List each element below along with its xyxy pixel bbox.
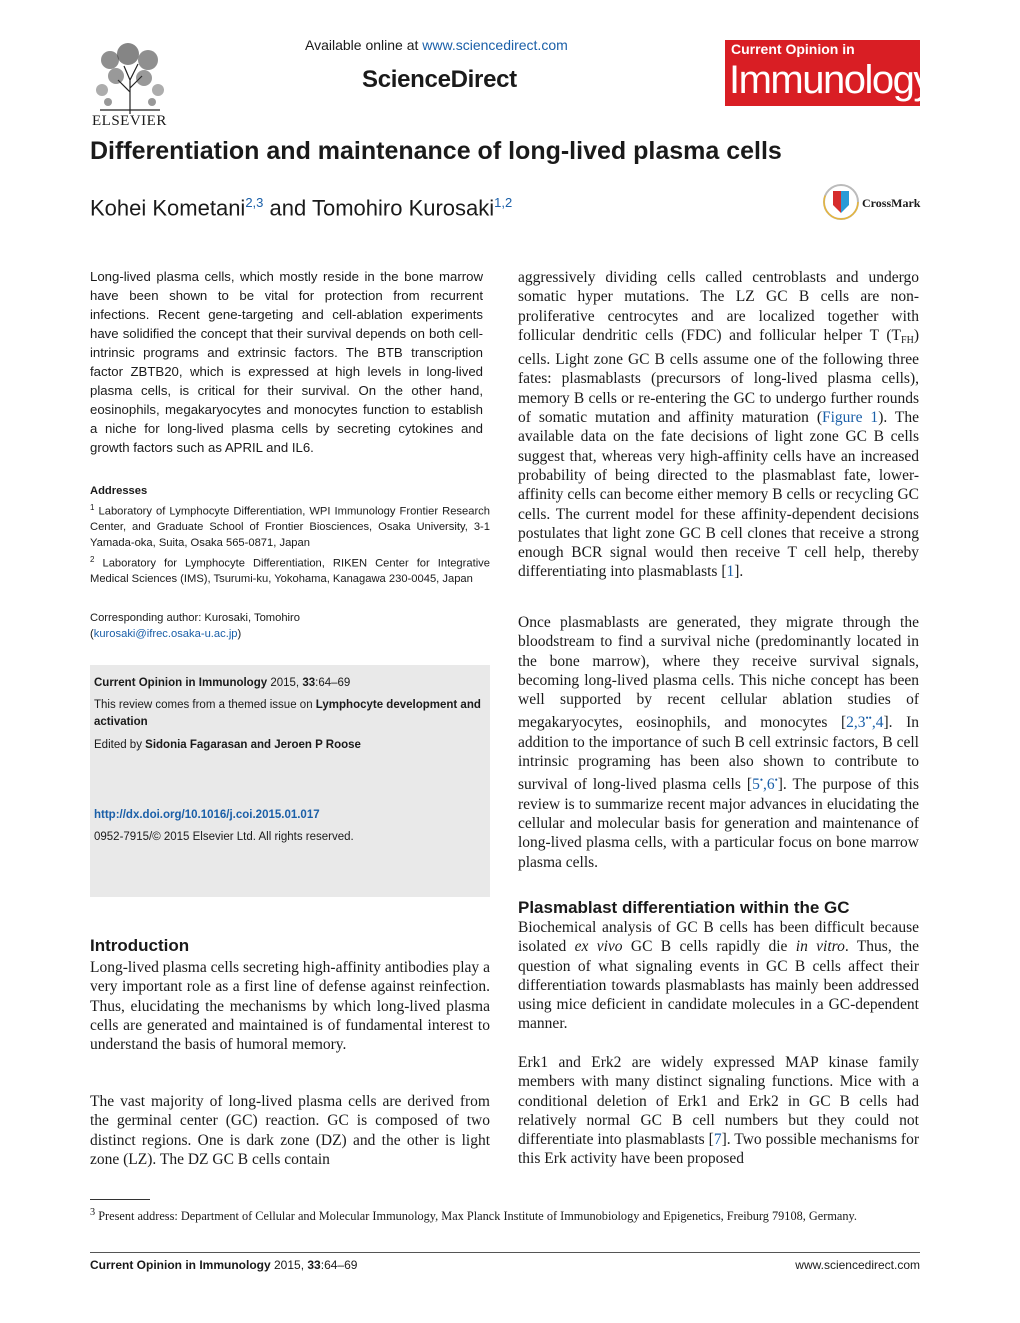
sciencedirect-link[interactable]: www.sciencedirect.com — [422, 37, 568, 53]
author-list — [90, 195, 512, 221]
infobox-journal: Current Opinion in Immunology — [94, 677, 268, 689]
body-paragraph — [518, 918, 919, 1034]
address-text: Laboratory of Lymphocyte Differentiation, WPI Immunology Frontier Research Center, and Graduate School of Frontier Biosciences, Osaka University, 3-1 Yamada-oka, Suita, Osaka 565-0871, Japan — [90, 505, 491, 550]
author-affiliation-ref[interactable]: 2,3 — [245, 195, 264, 210]
citation-link[interactable]: 1 — [726, 563, 735, 581]
addresses-block — [90, 484, 490, 588]
text-run: ]. — [734, 563, 744, 581]
address-item — [90, 552, 490, 588]
infobox-editor-names: Sidonia Fagarasan and Jeroen P Roose — [145, 739, 361, 751]
infobox-edited-prefix: Edited by — [94, 739, 142, 751]
available-prefix: Available online at — [305, 37, 419, 53]
corresponding-email-link[interactable]: kurosaki@ifrec.osaka-u.ac.jp — [93, 628, 238, 640]
footer-pages: :64–69 — [320, 1258, 358, 1272]
author-affiliation-ref[interactable]: 1,2 — [494, 195, 513, 210]
article-title: Differentiation and maintenance of long-lived plasma cells — [90, 137, 782, 165]
footnote-divider — [90, 1199, 150, 1200]
footnote-text: Present address: Department of Cellular and Molecular Immunology, Max Planck Institute of Immunobiology and Epigenetics, Freiburg 79108, Germany. — [98, 1209, 857, 1224]
corresponding-label: Corresponding author: Kurosaki, Tomohiro — [90, 612, 300, 624]
publisher-logo-text: ELSEVIER — [92, 113, 167, 129]
text-run: ]. Two possible mechanisms for this Erk activity have been proposed — [518, 1131, 920, 1168]
footer-volume: 33 — [307, 1258, 321, 1272]
citation-mark: • — [774, 775, 778, 786]
journal-logo-main: Immunology — [729, 58, 932, 102]
available-online — [305, 37, 568, 53]
infobox-year: 2015, — [270, 677, 300, 689]
addresses-heading: Addresses — [90, 485, 148, 497]
italic-run: in vitro — [795, 938, 845, 956]
address-text: Laboratory for Lymphocyte Differentiation, RIKEN Center for Integrative Medical Sciences (IMS), Tsurumi-ku, Yokohama, Kanagawa 230-0045, Japan — [90, 557, 490, 586]
citation-link[interactable]: 5 — [752, 776, 760, 794]
text-run: ]. In addition to the importance of such B cell extrinsic factors, B cell intrinsic programing has been also shown to contribute to survival of long-lived plasma cells [ — [518, 714, 919, 794]
journal-logo — [725, 40, 932, 106]
journal-logo-top: Current Opinion in — [731, 41, 855, 57]
footnote-num: 3 — [90, 1207, 96, 1218]
citation-link[interactable]: ,6 — [762, 776, 775, 794]
address-num: 1 — [90, 502, 95, 512]
footer-url[interactable]: www.sciencedirect.com — [795, 1258, 920, 1272]
subscript: FH — [901, 334, 914, 346]
introduction-paragraph: The vast majority of long-lived plasma cells are derived from the germinal center (GC) reaction. GC is composed of two distinct regions. One is dark zone (DZ) and the other is light zone (LZ). The DZ GC B cells contain — [90, 1093, 490, 1168]
corresponding-author — [90, 610, 490, 642]
section-heading: Plasmablast differentiation within the GC — [518, 898, 850, 917]
citation-link[interactable]: 7 — [713, 1131, 722, 1149]
text-run: aggressively dividing cells called centroblasts and undergo somatic hyper mutations. The LZ GC B cells are non-proliferative centrocytes and are localized together with follicular dendritic cells (FDC) and follicular helper T (T — [518, 269, 919, 344]
footnote — [90, 1204, 920, 1225]
citation-mark: •• — [865, 713, 872, 724]
text-run: ). The available data on the fate decisions of light zone GC B cells suggest that, whereas very high-affinity cells have an increased probability of being directed to the plasmablast fate, lower-affinity cells can become either memory B cells or recycling GC cells. The current model for these affinity-dependent decisions postulates that light zone GC B cell clones that receive a strong enough BCR signal would then receive T cell help, thereby differentiating into plasmablasts [ — [518, 409, 919, 581]
introduction-heading: Introduction — [90, 936, 190, 955]
address-num: 2 — [90, 554, 95, 564]
footer-divider — [90, 1252, 920, 1253]
corresponding-email-line: (kurosaki@ifrec.osaka-u.ac.jp) — [90, 628, 242, 640]
body-paragraph — [518, 1053, 919, 1169]
author-join: and — [269, 195, 307, 221]
text-run: Once plasmablasts are generated, they migrate through the bloodstream to find a survival niche (predominantly located in the bone marrow), where they receive survival signals, becoming long-lived plasma cells. This niche concept has been well supported by recent cellular ablation studies of megakaryocytes, eosinophils, and monocytes [ — [518, 614, 919, 732]
text-run: Erk1 and Erk2 are widely expressed MAP kinase family members with many distinct signaling functions. Mice with a conditional deletion of Erk1 and Erk2 in GC B cells had relatively normal GC B cell numbers but they could not differentiate into plasmablasts [ — [518, 1054, 919, 1149]
infobox-theme-prefix: This review comes from a themed issue on — [94, 699, 313, 711]
text-run: Biochemical analysis of GC B cells has been difficult because isolated — [518, 919, 919, 956]
infobox-theme — [94, 697, 486, 730]
doi-link[interactable]: http://dx.doi.org/10.1016/j.coi.2015.01.017 — [94, 809, 320, 821]
body-paragraph — [518, 613, 919, 872]
author-name: Tomohiro Kurosaki — [311, 195, 495, 221]
address-item — [90, 500, 490, 552]
citation-link[interactable]: ,4 — [871, 714, 884, 732]
footer-year: 2015, — [274, 1258, 305, 1272]
infobox-theme-name: Lymphocyte development and activation — [94, 699, 481, 728]
crossmark-icon[interactable] — [822, 183, 860, 221]
introduction-paragraph: Long-lived plasma cells secreting high-affinity antibodies play a very important role as a first line of defense against reinfection. Thus, elucidating the mechanisms by which long-lived plasma cells are generated and maintained is of fundamental interest to understand the basis of humoral memory. — [90, 959, 490, 1054]
elsevier-tree-logo-icon — [90, 40, 170, 114]
citation-link[interactable]: 2,3 — [846, 714, 866, 732]
text-run: . Thus, the question of what signaling events in GC B cells affect their differentiation towards plasmablasts has mainly been addressed using mice deficient in candidate molecules in a GC-dependent manner. — [518, 938, 920, 1033]
text-run: ) cells. Light zone GC B cells assume one of the following three fates: plasmablasts (precursors of long-lived plasma cells), memory B cells or re-entering the GC to undergo further rounds of somatic mutation and affinity maturation ( — [518, 326, 919, 427]
citation-mark: • — [759, 775, 763, 786]
infobox-citation — [94, 675, 486, 692]
infobox-editors — [94, 737, 486, 754]
body-paragraph — [518, 268, 919, 582]
infobox-pages: :64–69 — [315, 677, 351, 689]
crossmark-label[interactable]: CrossMark — [862, 196, 921, 210]
text-run: GC B cells rapidly die — [622, 938, 796, 956]
italic-run: ex vivo — [574, 938, 623, 956]
abstract: Long-lived plasma cells, which mostly reside in the bone marrow have been shown to be vital for protection from recurrent infections. Recent gene-targeting and cell-ablation experiments have solidified the concept that their survival depends on both cell-intrinsic programs and extrinsic factors. The BTB transcription factor ZBTB20, which is expressed at high levels in long-lived plasma cells, is critical for their survival. On the other hand, eosinophils, megakaryocytes and monocytes function to establish a niche for long-lived plasma cells by secreting cytokines and growth factors such as APRIL and IL6. — [90, 269, 483, 455]
infobox-volume: 33 — [302, 677, 316, 689]
text-run: ]. The purpose of this review is to summarize recent major advances in elucidating the cellular and molecular basis for generation and maintenance of long-lived plasma cells, with a particular focus on bone marrow plasma cells. — [518, 776, 920, 871]
sciencedirect-brand: ScienceDirect — [362, 66, 517, 93]
footer-journal: Current Opinion in Immunology — [90, 1258, 271, 1272]
figure-link[interactable]: Figure 1 — [822, 409, 879, 427]
author-name: Kohei Kometani — [90, 195, 246, 221]
copyright-line: 0952-7915/© 2015 Elsevier Ltd. All rights reserved. — [94, 831, 354, 843]
footer-citation — [90, 1258, 357, 1272]
article-info-box — [90, 665, 490, 897]
